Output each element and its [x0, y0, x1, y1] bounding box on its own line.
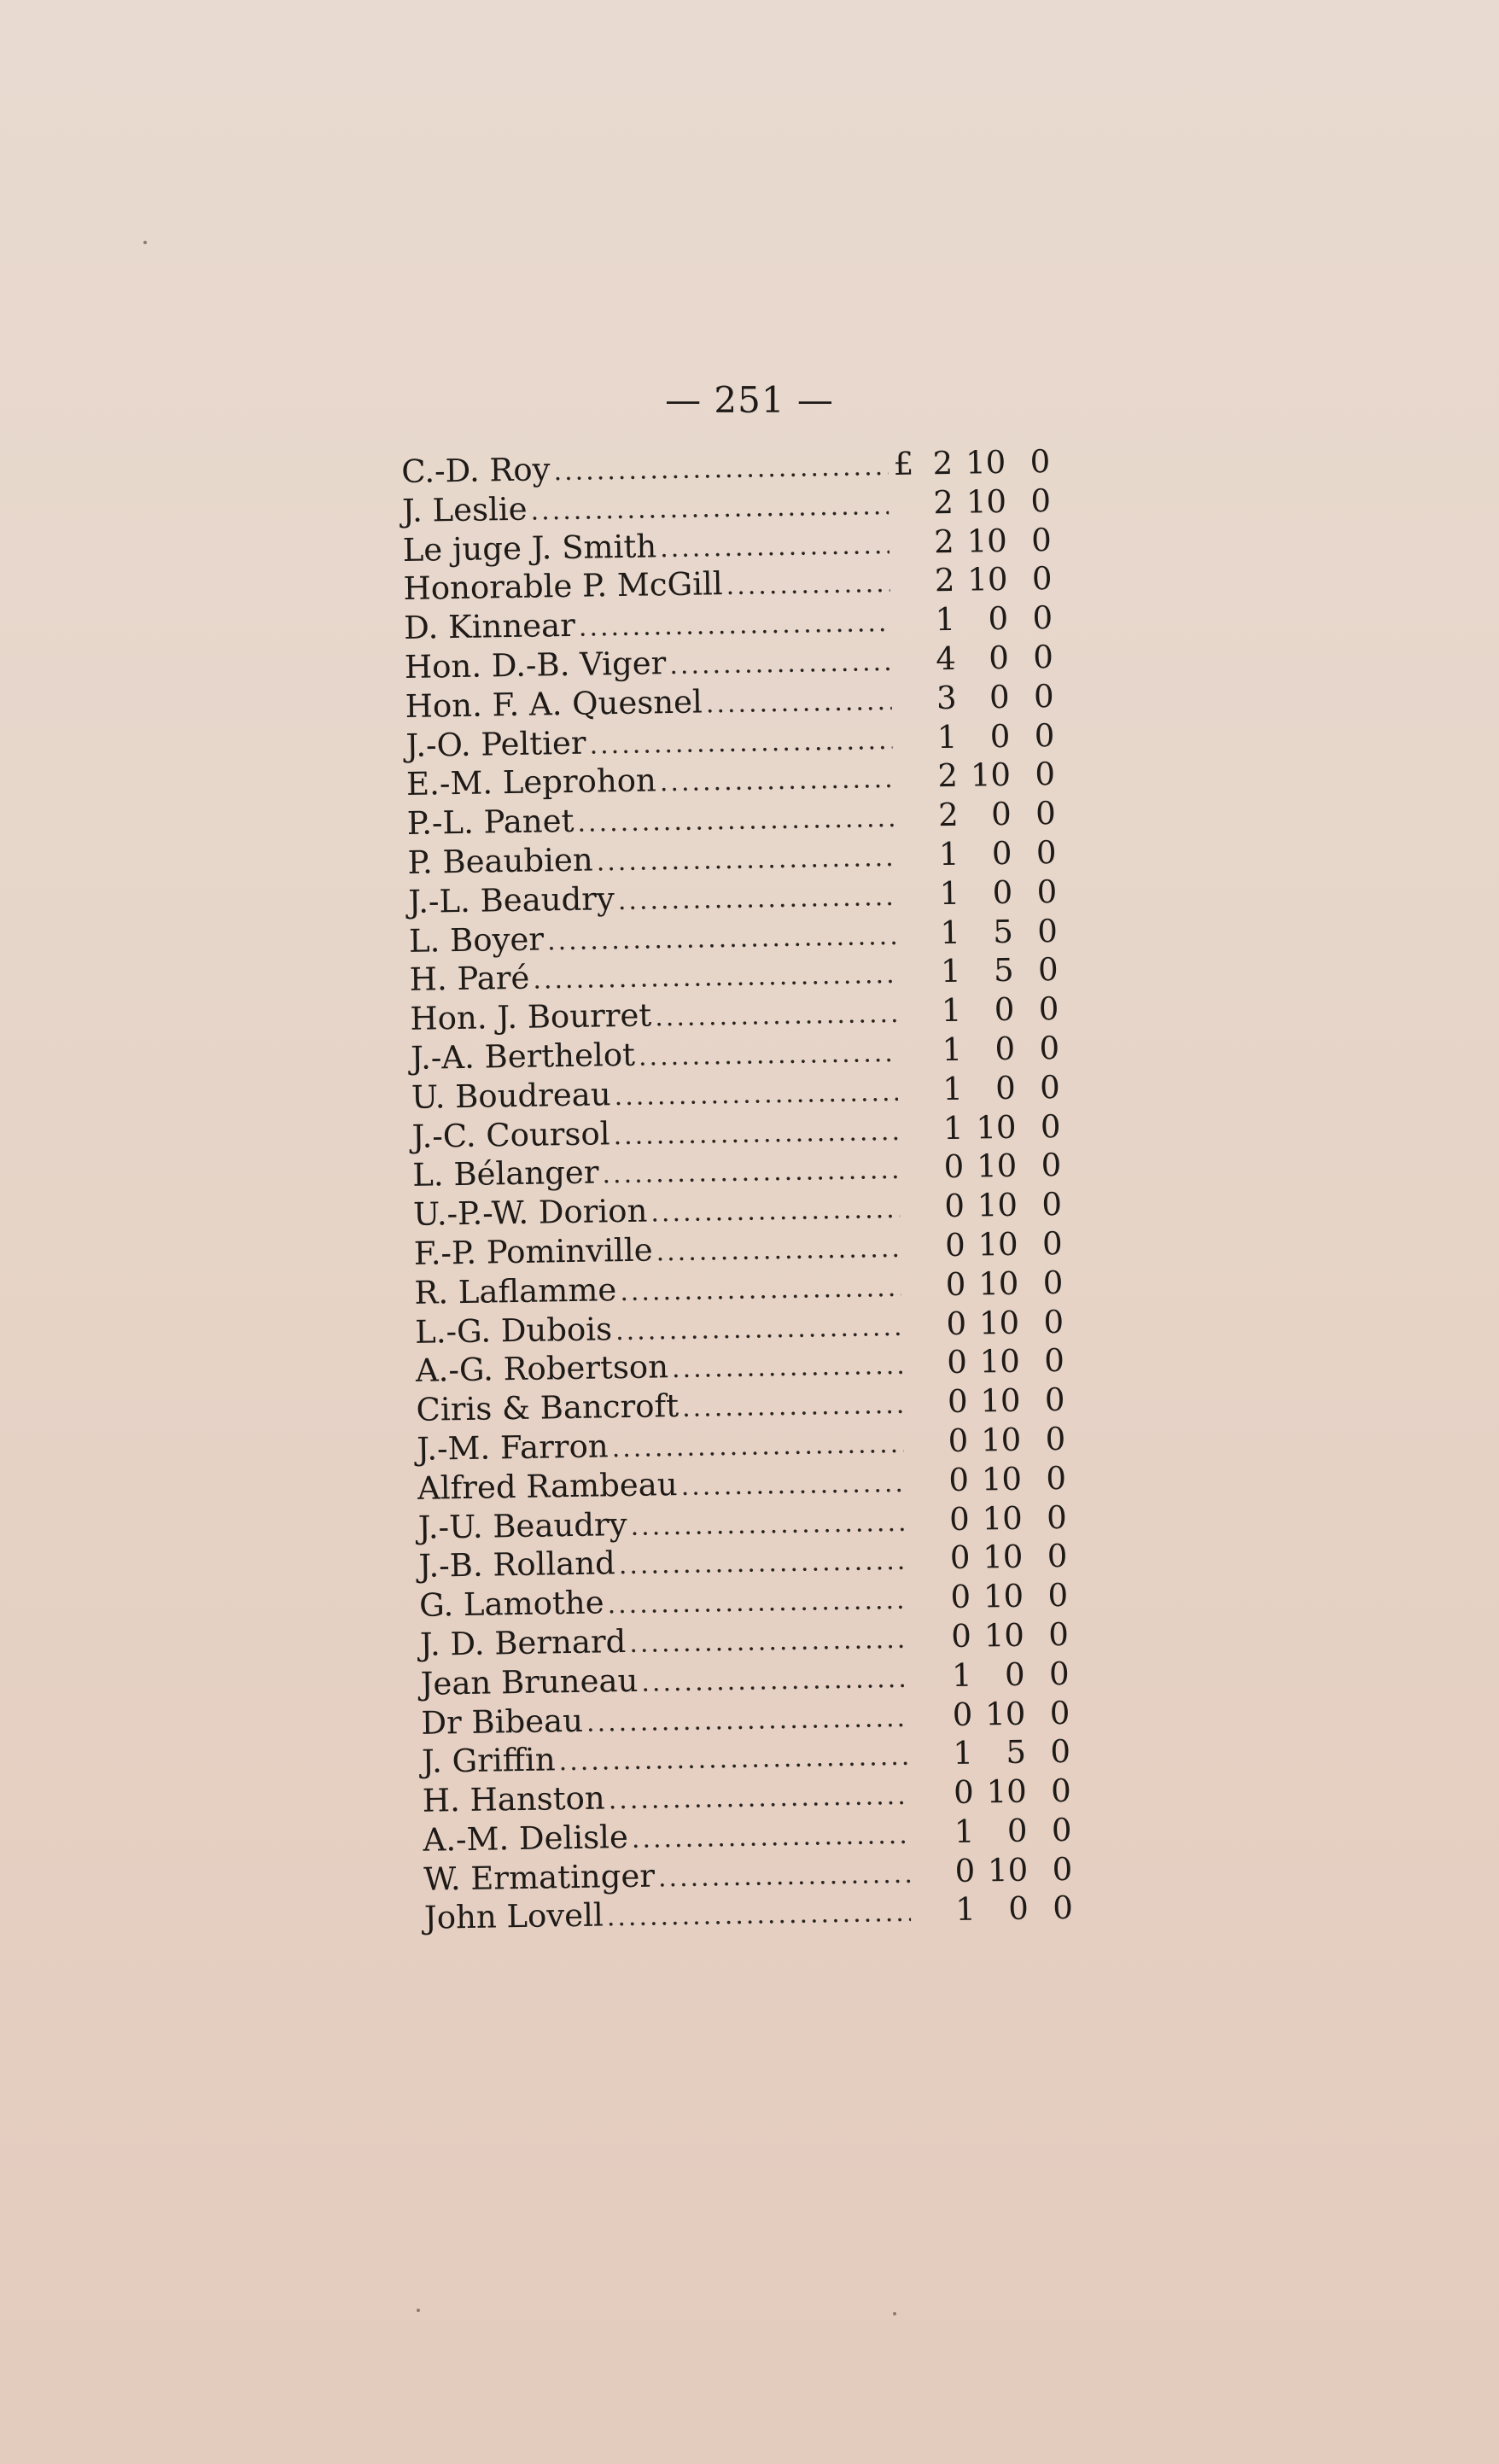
amount-pounds: 1: [940, 953, 961, 990]
amount-pence: 0: [1041, 1186, 1063, 1223]
dot-leader: [613, 1112, 899, 1155]
amount-pence: 0: [1049, 1694, 1070, 1731]
amount-pence: 0: [1031, 560, 1053, 598]
amount-pounds: 0: [954, 1852, 976, 1889]
amount-shillings: 5: [1006, 1733, 1027, 1772]
amount-pounds: 0: [946, 1344, 968, 1381]
amount-pence: 0: [1039, 1029, 1060, 1067]
subscriber-name: J.-U. Beaudry: [417, 1505, 627, 1546]
amount-pounds: 1: [942, 1109, 964, 1147]
amount-pounds: 2: [937, 757, 959, 795]
dot-leader: [615, 1307, 902, 1351]
dot-leader: [629, 1620, 907, 1664]
amount-pence: 0: [1045, 1420, 1066, 1458]
dot-leader: [632, 1816, 910, 1860]
amount-pounds: 0: [946, 1305, 967, 1342]
amount-shillings: 5: [993, 913, 1014, 950]
subscriber-name: C.-D. Roy: [401, 451, 551, 490]
amount-shillings: 10: [977, 1186, 1018, 1224]
amount-pence: 0: [1035, 795, 1057, 832]
dot-leader: [618, 878, 895, 921]
dot-leader: [547, 917, 896, 961]
amount-shillings: 10: [982, 1539, 1024, 1576]
dot-leader: [611, 1425, 903, 1468]
amount-shillings: 10: [970, 756, 1012, 794]
amount-pence: 0: [1037, 912, 1059, 949]
subscriber-name: P. Beaubien: [407, 841, 593, 881]
amount-pence: 0: [1046, 1459, 1067, 1497]
dot-leader: [641, 1660, 907, 1703]
dot-leader: [620, 1269, 901, 1312]
amount-pence: 0: [1050, 1772, 1072, 1810]
amount-pence: 0: [1047, 1577, 1069, 1614]
subscriber-name: J.-B. Rolland: [418, 1544, 616, 1585]
amount-shillings: 10: [966, 561, 1008, 598]
amount-pence: 0: [1050, 1733, 1071, 1771]
dot-leader: [618, 1542, 905, 1585]
subscriber-name: D. Kinnear: [403, 607, 576, 647]
paper-speck: [143, 241, 147, 244]
subscriber-name: L. Boyer: [408, 920, 545, 960]
dot-leader: [658, 1855, 911, 1898]
amount-shillings: 0: [989, 717, 1011, 755]
amount-shillings: 10: [965, 443, 1006, 482]
dot-leader: [706, 682, 893, 724]
subscriber-name: H. Paré: [409, 960, 530, 999]
dot-leader: [596, 838, 895, 882]
subscriber-name: John Lovell: [423, 1896, 604, 1937]
subscriber-name: L.-G. Dubois: [414, 1310, 613, 1351]
subscriber-name: Jean Bruneau: [420, 1661, 639, 1702]
subscriber-name: J.-M. Farron: [416, 1428, 609, 1468]
amount-pounds: 0: [948, 1422, 969, 1459]
dot-leader: [614, 1073, 898, 1117]
amount-pence: 0: [1047, 1538, 1068, 1575]
amount-pence: 0: [1040, 1107, 1061, 1145]
dot-leader: [672, 1346, 903, 1389]
amount-shillings: 10: [986, 1772, 1028, 1811]
dot-leader: [669, 643, 891, 686]
amount-pence: 0: [1052, 1889, 1074, 1927]
amount-pounds: 0: [948, 1461, 970, 1498]
dot-leader: [656, 1229, 901, 1272]
amount-pounds: 1: [938, 835, 959, 873]
amount-shillings: 10: [980, 1381, 1021, 1420]
amount-pence: 0: [1042, 1264, 1064, 1302]
amount-pounds: 1: [936, 718, 958, 756]
amount-shillings: 0: [988, 600, 1009, 638]
subscriber-name: J. D. Bernard: [419, 1622, 627, 1663]
subscriber-name: J.-L. Beaudry: [407, 879, 615, 920]
dot-leader: [558, 1737, 908, 1782]
subscriber-name: Ciris & Bancroft: [416, 1387, 680, 1428]
amount-pence: 0: [1032, 599, 1053, 637]
subscriber-name: F.-P. Pominville: [413, 1231, 653, 1272]
dot-leader: [577, 799, 894, 844]
amount-shillings: 10: [978, 1304, 1020, 1342]
amount-pence: 0: [1033, 677, 1054, 715]
amount-shillings: 10: [977, 1264, 1019, 1303]
amount-pence: 0: [1037, 951, 1059, 989]
dot-leader: [607, 1581, 906, 1625]
amount-pounds: 0: [944, 1226, 965, 1264]
amount-pounds: 2: [934, 562, 955, 599]
amount-pence: 0: [1041, 1147, 1062, 1184]
amount-pence: 0: [1032, 639, 1054, 676]
amount-pounds: 2: [933, 483, 954, 522]
amount-shillings: 10: [979, 1343, 1021, 1381]
amount-pounds: 1: [942, 1070, 964, 1107]
subscriber-name: A.-G. Robertson: [415, 1348, 669, 1390]
amount-pence: 0: [1047, 1615, 1070, 1654]
amount-pence: 0: [1051, 1811, 1072, 1849]
amount-shillings: 10: [976, 1108, 1017, 1147]
amount-pence: 0: [1048, 1655, 1070, 1692]
amount-pence: 0: [1036, 873, 1058, 911]
dot-leader: [659, 760, 893, 803]
dot-leader: [533, 955, 896, 1000]
subscriber-name: J. Leslie: [401, 490, 528, 529]
amount-shillings: 10: [977, 1225, 1018, 1264]
amount-pounds: 3: [936, 679, 957, 716]
amount-pounds: 1: [940, 914, 961, 951]
amount-pounds: 0: [948, 1500, 971, 1538]
amount-pence: 0: [1035, 756, 1056, 793]
subscriber-name: J.-O. Peltier: [405, 724, 586, 764]
dot-leader: [680, 1464, 904, 1507]
amount-pence: 0: [1038, 990, 1059, 1028]
amount-pounds: 0: [944, 1187, 965, 1225]
dot-leader: [650, 1190, 900, 1233]
subscriber-name: Honorable P. McGill: [403, 565, 723, 608]
subscriber-name: W. Ermatinger: [423, 1857, 656, 1898]
page-number: — 251 —: [665, 379, 834, 421]
amount-shillings: 0: [994, 990, 1015, 1029]
amount-shillings: 10: [981, 1460, 1023, 1498]
dot-leader: [682, 1386, 903, 1428]
dot-leader: [606, 1894, 911, 1937]
amount-pence: 0: [1029, 443, 1051, 481]
dot-leader: [579, 604, 891, 648]
amount-shillings: 10: [983, 1577, 1024, 1615]
dot-leader: [655, 995, 897, 1037]
amount-pounds: 1: [954, 1813, 975, 1850]
subscriber-name: U.-P.-W. Dorion: [412, 1192, 648, 1234]
amount-pounds: 1: [939, 874, 960, 912]
paper-speck: [417, 2309, 420, 2312]
amount-pounds: 0: [953, 1773, 975, 1812]
dot-leader: [530, 487, 889, 531]
dot-leader: [630, 1503, 905, 1546]
amount-shillings: 0: [988, 639, 1010, 677]
subscriber-name: A.-M. Delisle: [423, 1818, 629, 1859]
amount-pounds: 1: [941, 991, 962, 1030]
amount-pounds: 2: [937, 796, 959, 834]
amount-shillings: 10: [982, 1499, 1024, 1537]
amount-shillings: 10: [983, 1616, 1025, 1655]
amount-pounds: 0: [950, 1578, 971, 1616]
amount-shillings: 0: [1004, 1655, 1025, 1693]
subscriber-name: R. Laflamme: [414, 1270, 617, 1311]
amount-pence: 0: [1046, 1498, 1068, 1536]
dot-leader: [639, 1034, 898, 1077]
subscriber-name: Dr Bibeau: [421, 1702, 584, 1742]
amount-pence: 0: [1044, 1381, 1065, 1419]
amount-shillings: 10: [965, 482, 1007, 521]
dot-leader: [608, 1777, 909, 1820]
dot-leader: [589, 721, 893, 765]
amount-pounds: 0: [945, 1265, 966, 1303]
subscriber-name: Hon. D.-B. Viger: [404, 645, 667, 686]
amount-pounds: 0: [950, 1617, 972, 1655]
amount-pounds: 2: [933, 523, 955, 560]
subscriber-name: U. Boudreau: [411, 1075, 611, 1116]
amount-shillings: 0: [994, 1030, 1016, 1068]
amount-shillings: 10: [966, 522, 1008, 560]
subscriber-name: Hon. J. Bourret: [410, 996, 652, 1038]
amount-pence: 0: [1030, 521, 1053, 559]
amount-pounds: 4: [935, 639, 957, 678]
amount-shillings: 10: [984, 1695, 1026, 1732]
subscriber-name: J.-A. Berthelot: [410, 1036, 636, 1077]
amount-pounds: 1: [955, 1891, 977, 1929]
amount-pence: 0: [1039, 1068, 1061, 1106]
subscriber-name: J.-C. Coursol: [411, 1114, 610, 1155]
amount-pence: 0: [1041, 1224, 1063, 1263]
amount-shillings: 0: [1008, 1890, 1029, 1928]
subscriber-name: Hon. F. A. Quesnel: [405, 683, 703, 725]
amount-pounds: 0: [952, 1696, 973, 1733]
amount-pence: 0: [1034, 716, 1055, 754]
amount-shillings: 10: [987, 1851, 1029, 1889]
amount-pounds: 1: [942, 1031, 963, 1069]
subscriber-name: J. Griffin: [421, 1741, 556, 1781]
currency-symbol: £: [893, 445, 914, 482]
amount-shillings: 0: [990, 796, 1012, 833]
subscriber-name: E.-M. Leprohon: [405, 762, 657, 803]
amount-pounds: 0: [949, 1539, 971, 1577]
amount-pounds: 1: [953, 1734, 974, 1772]
amount-shillings: 0: [989, 678, 1010, 715]
dot-leader: [726, 564, 890, 606]
amount-pence: 0: [1035, 833, 1057, 872]
amount-shillings: 0: [992, 873, 1013, 911]
amount-pounds: 0: [947, 1382, 968, 1421]
amount-pounds: 2: [932, 444, 954, 482]
paper-speck: [893, 2312, 896, 2315]
amount-shillings: 0: [1006, 1812, 1028, 1849]
dot-leader: [660, 526, 889, 569]
amount-pence: 0: [1052, 1850, 1073, 1888]
amount-shillings: 10: [980, 1421, 1022, 1459]
amount-pounds: 0: [943, 1148, 965, 1186]
subscriber-name: P.-L. Panet: [406, 803, 575, 843]
subscriber-name: Alfred Rambeau: [417, 1465, 678, 1507]
subscriber-name: G. Lamothe: [418, 1584, 604, 1624]
amount-shillings: 0: [994, 1069, 1017, 1106]
subscriber-name: Le juge J. Smith: [402, 527, 657, 569]
amount-shillings: 10: [976, 1147, 1018, 1185]
amount-pence: 0: [1043, 1342, 1065, 1380]
amount-pounds: 1: [935, 601, 956, 639]
dot-leader: [602, 1151, 900, 1194]
amount-shillings: 5: [993, 952, 1014, 990]
amount-pence: 0: [1043, 1303, 1064, 1340]
amount-pounds: 1: [951, 1656, 972, 1694]
amount-pence: 0: [1030, 482, 1052, 520]
subscriber-name: L. Bélanger: [411, 1153, 599, 1194]
subscription-list: [401, 442, 1073, 1938]
amount-shillings: 0: [991, 834, 1012, 873]
subscriber-name: H. Hanston: [422, 1779, 606, 1819]
dot-leader: [586, 1698, 908, 1743]
dot-leader: [553, 447, 888, 492]
